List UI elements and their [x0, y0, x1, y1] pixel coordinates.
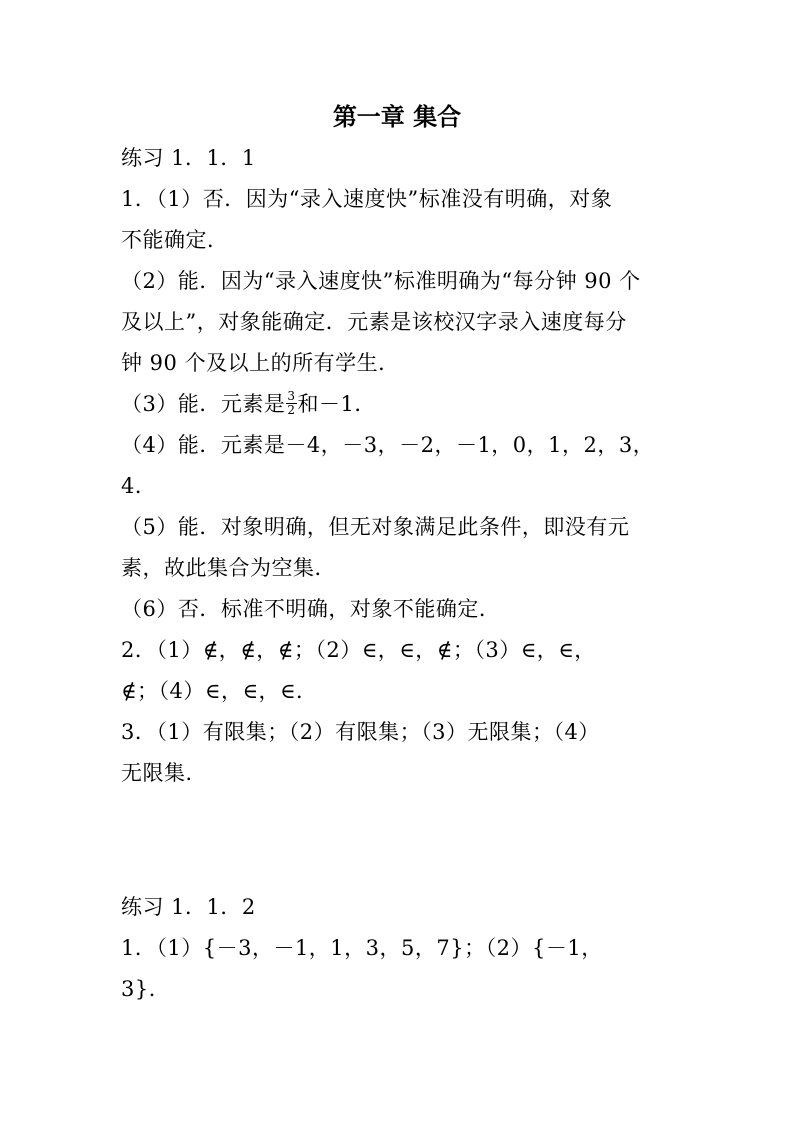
text-line: 1．（1）{－3，－1，1，3，5，7}；（2）{－1， — [121, 936, 603, 960]
text-line: （6）否．标准不明确，对象不能确定． — [121, 597, 501, 621]
text-line: （4）能．元素是－4，－3，－2，－1，0，1，2，3， — [121, 433, 655, 457]
text-line: 1．（1）否．因为“录入速度快”标准没有明确，对象 — [121, 187, 613, 211]
text-line: （2）能．因为“录入速度快”标准明确为“每分钟 90 个 — [121, 269, 641, 293]
fraction-numerator: 3 — [287, 389, 296, 403]
text-line: 素，故此集合为空集． — [121, 556, 336, 580]
chapter-title: 第一章 集合 — [332, 103, 462, 131]
text-line: （5）能．对象明确，但无对象满足此条件，即没有元 — [121, 515, 630, 539]
section-heading: 练习 1．1．1 — [121, 146, 256, 170]
text-line: 3}． — [121, 977, 171, 1001]
text-line: 2．（1）∉，∉，∉；（2）∈，∈，∉；（3）∈，∈， — [121, 638, 596, 662]
text-line: 钟 90 个及以上的所有学生． — [121, 351, 400, 375]
section-heading: 练习 1．1．2 — [121, 895, 256, 919]
exercise-section-1 — [121, 138, 691, 794]
fraction — [286, 390, 296, 417]
fraction-prefix: （3）能．元素是 — [121, 392, 286, 416]
text-line: 4． — [121, 474, 157, 498]
text-line: 3．（1）有限集；（2）有限集；（3）无限集；（4） — [121, 720, 600, 744]
text-line: 无限集． — [121, 761, 207, 785]
fraction-denominator: 2 — [287, 403, 296, 417]
text-line-with-fraction — [121, 384, 691, 425]
exercise-section-2 — [121, 887, 691, 1010]
text-line: ∉；（4）∈，∈，∈． — [121, 679, 318, 703]
fraction-suffix: 和－1． — [297, 392, 376, 416]
text-line: 及以上”，对象能确定．元素是该校汉字录入速度每分 — [121, 310, 627, 334]
text-line: 不能确定． — [121, 228, 229, 252]
